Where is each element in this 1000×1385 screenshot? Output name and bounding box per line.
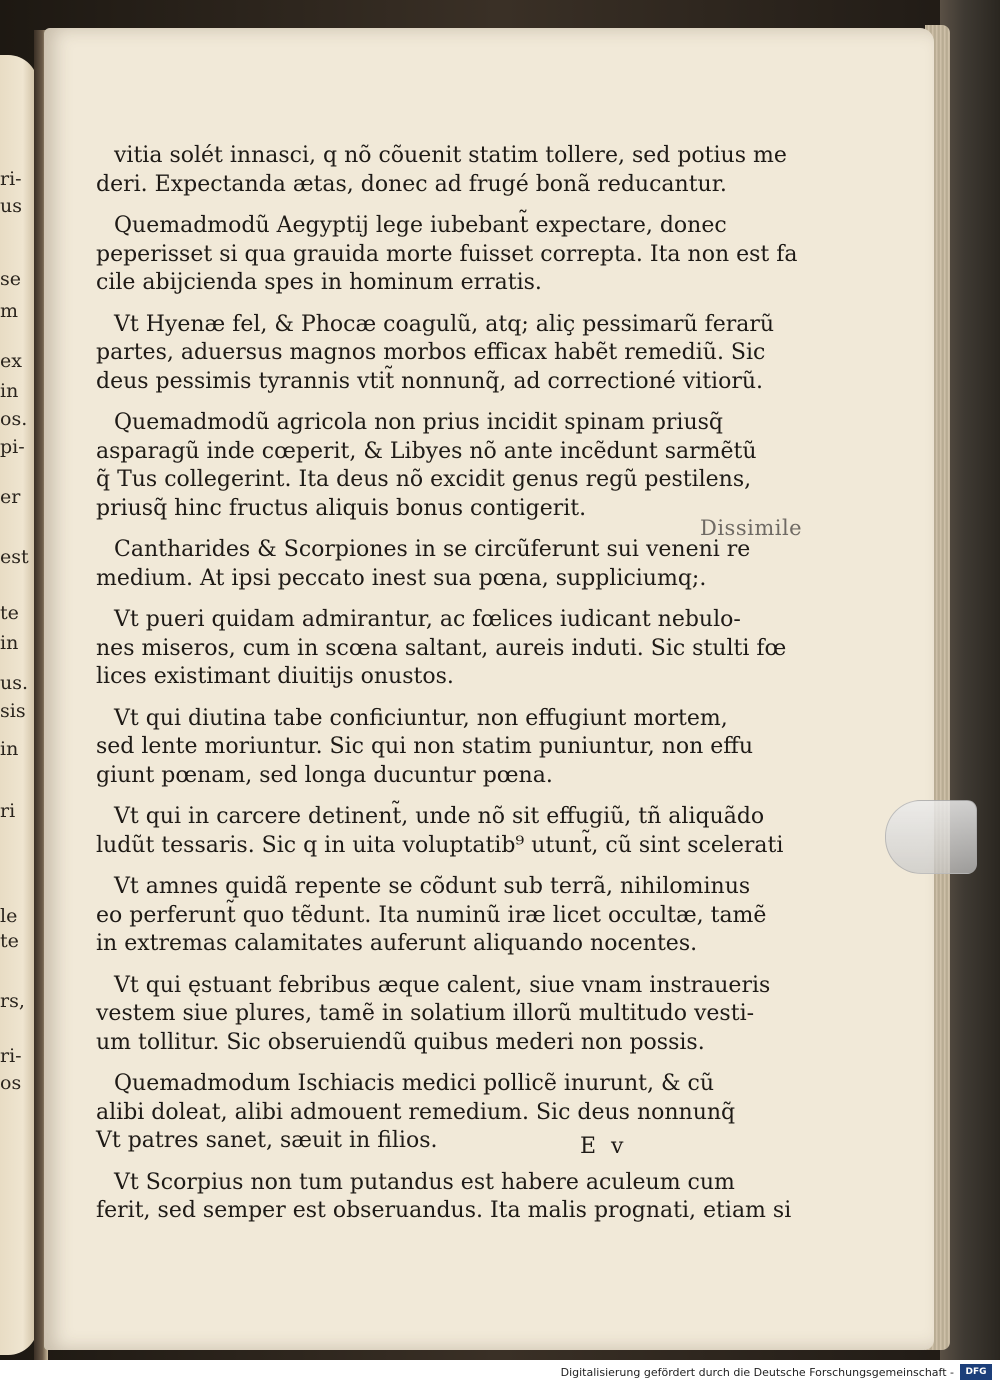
left-page-fragment: te <box>0 930 19 952</box>
text-line: ludũt tessaris. Sic q in uita voluptatib⁹ utunt̃, cũ sint scelerati <box>96 832 784 858</box>
text-line: peperisset si qua grauida morte fuisset correpta. Ita non est fa <box>96 241 798 267</box>
paragraph <box>96 311 775 397</box>
text-line: Vt amnes quidã repente se cõdunt sub terrã, nihilominus <box>114 874 751 899</box>
paragraph <box>96 536 751 593</box>
text-line: cile abijcienda spes in hominum erratis. <box>96 270 542 295</box>
text-line: Vt patres sanet, sæuit in filios. <box>96 1128 438 1153</box>
paragraph <box>96 212 798 298</box>
marginal-note: Dissimile <box>700 516 803 540</box>
text-line: partes, aduersus magnos morbos efficax habẽt remediũ. Sic <box>96 340 766 365</box>
paragraph <box>96 1169 792 1226</box>
left-page-fragment: sis <box>0 700 26 722</box>
text-line: nes miseros, cum in scœna saltant, aureis induti. Sic stulti fœ <box>96 635 787 661</box>
text-line: Vt qui in carcere detinent̃, unde nõ sit effugiũ, tñ aliquãdo <box>114 804 765 829</box>
left-page-fragment: os. <box>0 408 28 430</box>
footer-credit: Digitalisierung gefördert durch die Deutsche Forschungsgemeinschaft - <box>560 1366 954 1379</box>
text-line: Vt Hyenæ fel, & Phocæ coagulũ, atq; aliç pessimarũ ferarũ <box>114 311 775 337</box>
text-line: medium. At ipsi peccato inest sua pœna, suppliciumq;. <box>96 565 707 591</box>
text-line: Vt qui diutina tabe conficiuntur, non effugiunt mortem, <box>114 705 728 731</box>
text-line: ferit, sed semper est obseruandus. Ita malis prognati, etiam si <box>96 1198 792 1223</box>
left-page-fragment: in <box>0 738 19 760</box>
paragraph <box>96 803 784 860</box>
left-page-fragment: le <box>0 905 18 927</box>
left-page-fragment: m <box>0 300 19 322</box>
left-page-fragment: in <box>0 380 19 402</box>
text-line: asparagũ inde cœperit, & Libyes nõ ante incẽdunt sarmẽtũ <box>96 438 757 464</box>
left-page-fragment: est <box>0 546 29 568</box>
text-line: um tollitur. Sic obseruiendũ quibus mederi non possis. <box>96 1029 705 1055</box>
paragraph <box>96 972 771 1058</box>
text-line: vitia solét innasci, q nõ cõuenit statim tollere, sed potius me <box>114 143 787 168</box>
text-line: eo perferunt̃ quo tẽdunt. Ita numinũ iræ licet occultæ, tamẽ <box>96 902 767 928</box>
text-line: priusq̃ hinc fructus aliquis bonus contigerit. <box>96 495 587 521</box>
left-page-fragment: te <box>0 602 19 624</box>
text-line: Cantharides & Scorpiones in se circũferunt sui veneni re <box>114 537 751 562</box>
left-page-fragment: se <box>0 268 21 290</box>
paragraph <box>96 142 787 199</box>
left-page-fragment: ri- <box>0 168 22 190</box>
text-line: alibi doleat, alibi admouent remedium. Sic deus nonnunq̃ <box>96 1099 736 1125</box>
left-page-fragment: pi- <box>0 436 25 458</box>
left-page-fragment: er <box>0 486 21 508</box>
left-page-fragment: us <box>0 195 22 217</box>
left-page-fragment: ri- <box>0 1045 22 1067</box>
signature-mark: E v <box>580 1134 628 1159</box>
text-line: lices existimant diuitijs onustos. <box>96 664 454 689</box>
left-page-fragment: os <box>0 1072 22 1094</box>
footer-bar <box>0 1360 1000 1385</box>
text-line: sed lente moriuntur. Sic qui non statim puniuntur, non effu <box>96 734 754 759</box>
left-page-fragment: ri <box>0 800 16 822</box>
text-line: vestem siue plures, tamẽ in solatium illorũ multitudo vesti- <box>96 1001 755 1026</box>
text-line: Vt qui ęstuant febribus æque calent, siue vnam instraueris <box>114 972 771 998</box>
text-line: Quemadmodum Ischiacis medici pollicẽ inurunt, & cũ <box>114 1071 715 1096</box>
left-page-fragment: ex <box>0 350 22 372</box>
text-line: deus pessimis tyrannis vtit̃ nonnunq̃, ad correctioné vitiorũ. <box>96 368 764 394</box>
paragraph <box>96 705 754 791</box>
text-line: giunt pœnam, sed longa ducuntur pœna. <box>96 762 553 788</box>
paragraph <box>96 873 767 959</box>
paragraph <box>96 606 787 692</box>
page-clip <box>885 800 977 874</box>
dfg-logo: DFG <box>960 1364 992 1380</box>
paragraph <box>96 409 757 523</box>
text-line: Vt pueri quidam admirantur, ac fœlices iudicant nebulo- <box>114 607 741 632</box>
left-page-fragment: us. <box>0 672 29 694</box>
left-page-fragment: in <box>0 632 19 654</box>
text-line: Vt Scorpius non tum putandus est habere aculeum cum <box>114 1169 735 1195</box>
text-line: q̃ Tus collegerint. Ita deus nõ excidit genus regũ pestilens, <box>96 467 752 492</box>
text-line: in extremas calamitates auferunt aliquando nocentes. <box>96 931 698 956</box>
text-line: Quemadmodũ Aegyptij lege iubebant̃ expectare, donec <box>114 213 727 238</box>
text-line: Quemadmodũ agricola non prius incidit spinam priusq̃ <box>114 410 724 435</box>
left-page-fragment: rs, <box>0 990 25 1012</box>
text-line: deri. Expectanda ætas, donec ad frugé bonã reducantur. <box>96 171 727 197</box>
